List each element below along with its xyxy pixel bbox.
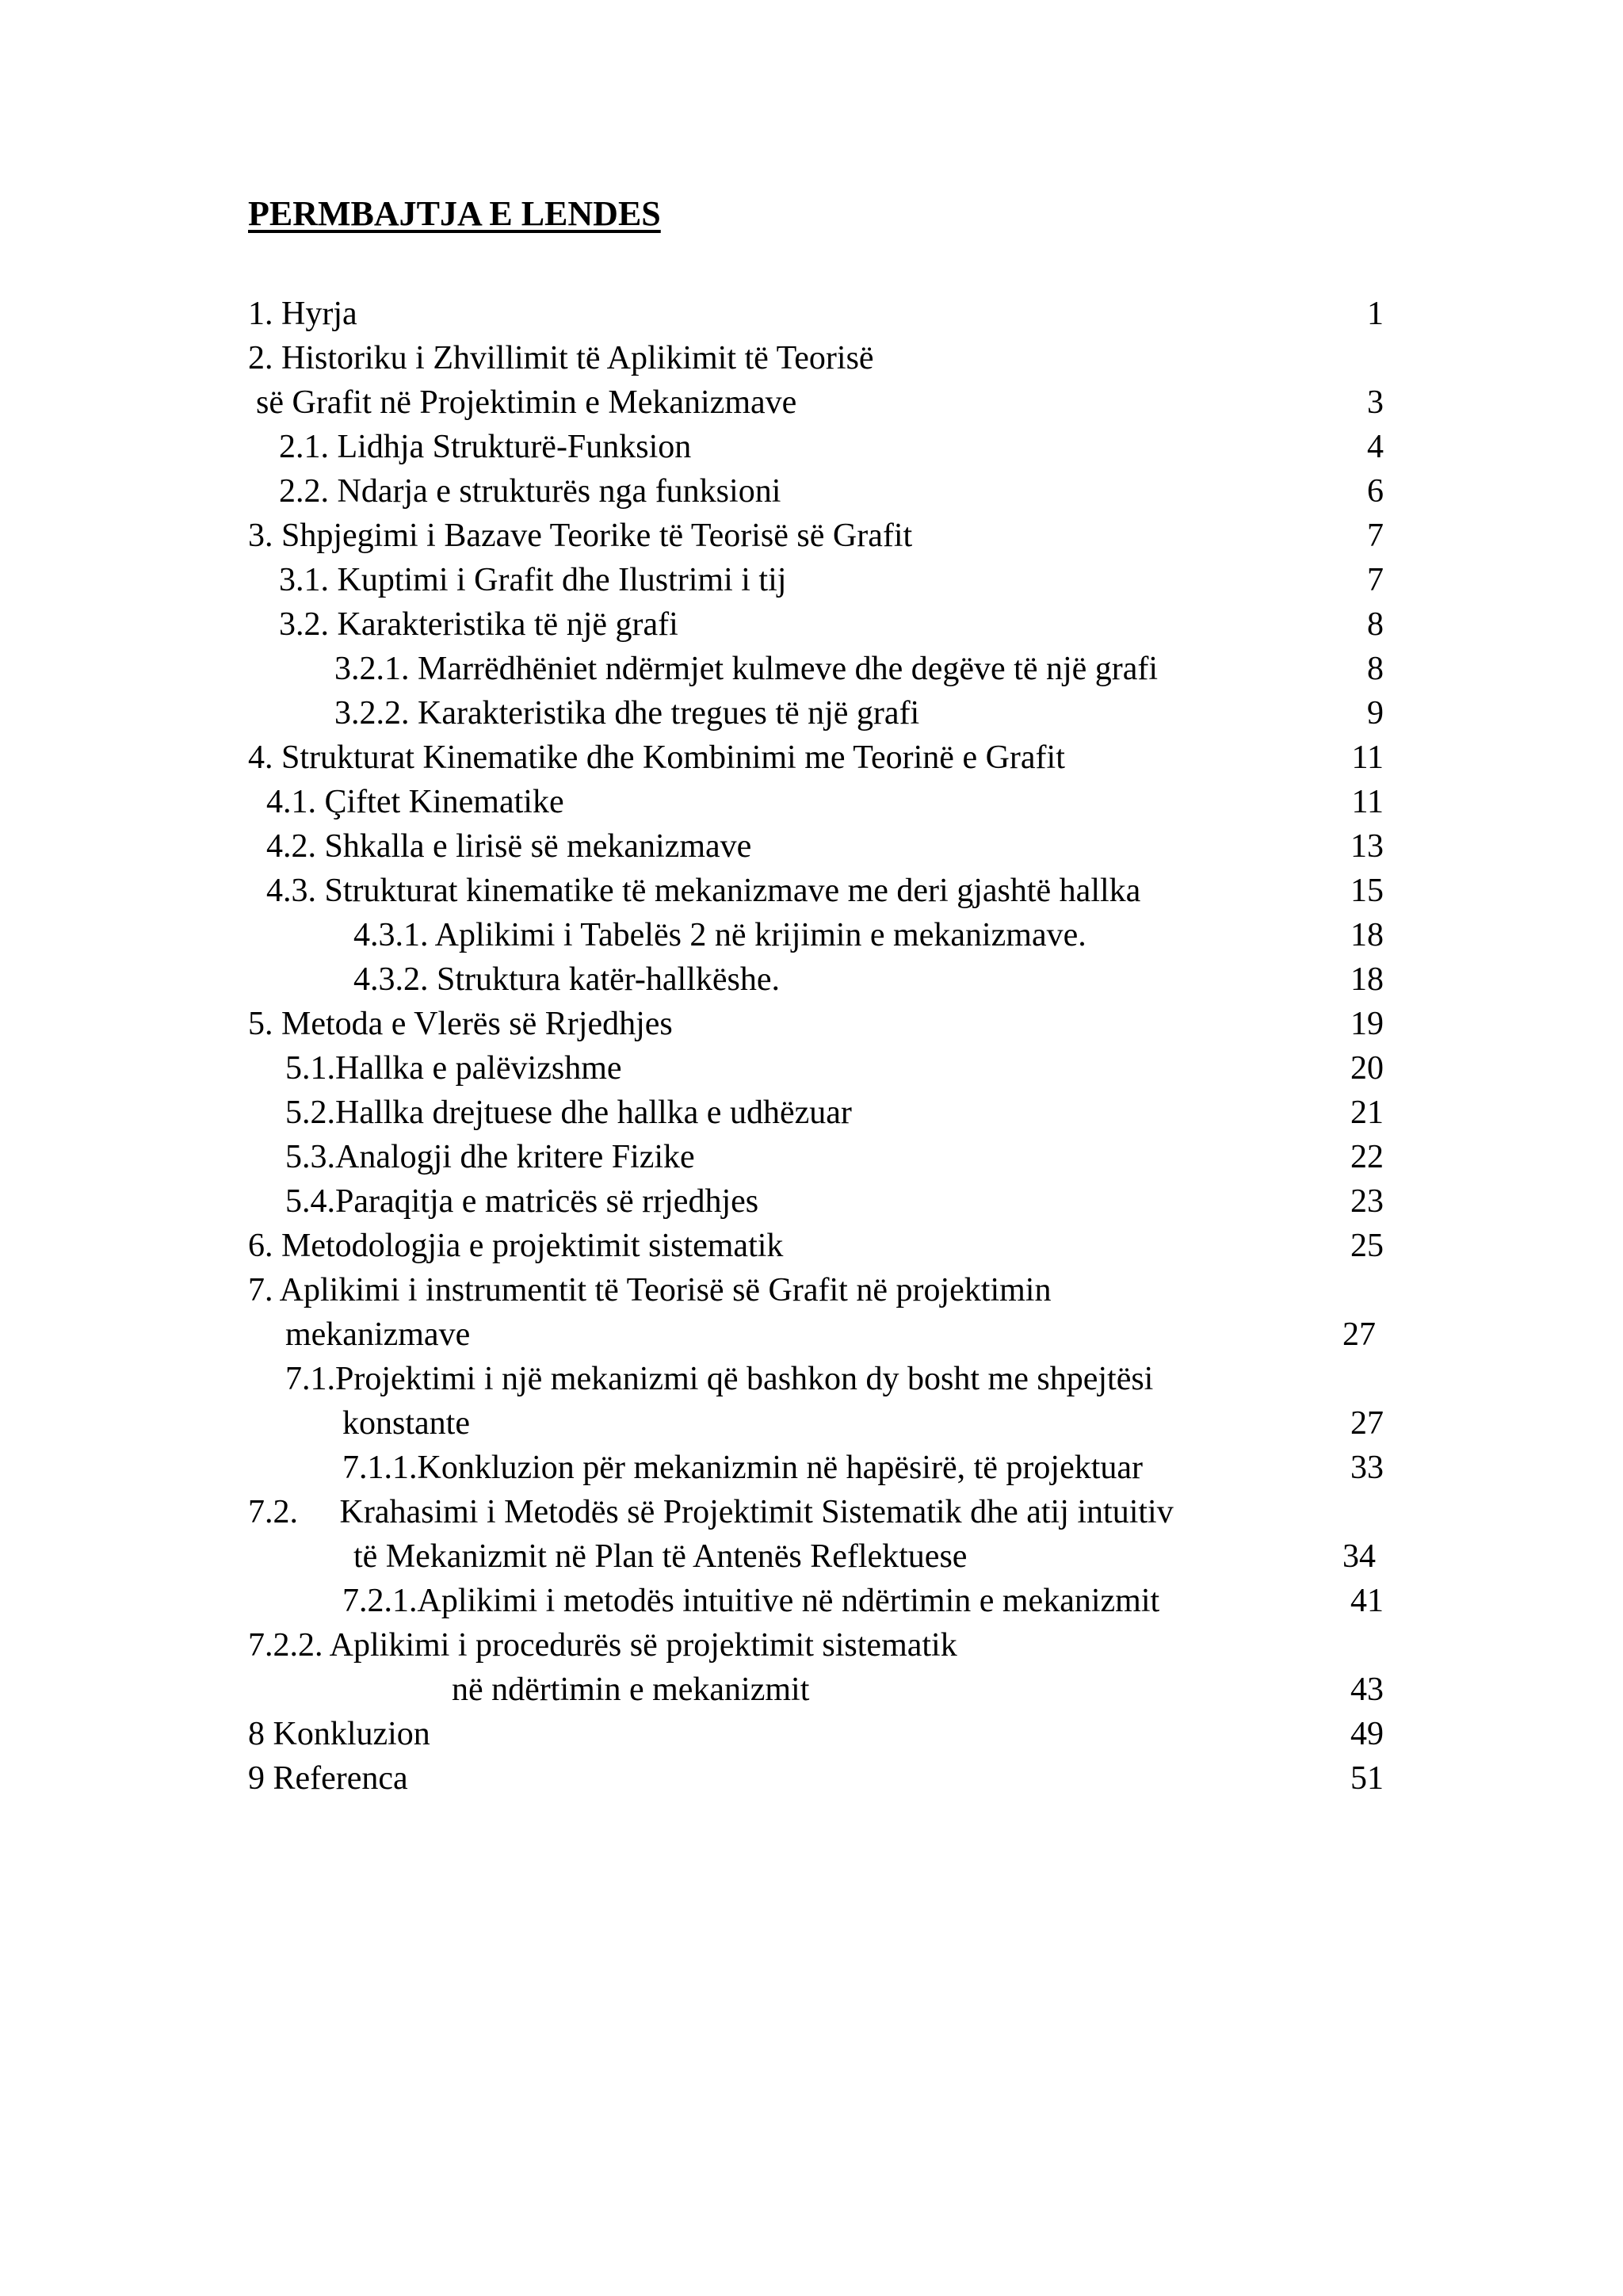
- toc-entry-page: 4: [1367, 429, 1384, 465]
- toc-entry: [0, 514, 1623, 558]
- toc-entry-text: 7.2. Krahasimi i Metodës së Projektimit Sistematik dhe atij intuitiv: [248, 1494, 1174, 1530]
- toc-entry-page: 51: [1350, 1760, 1384, 1797]
- toc-entry: [0, 1091, 1623, 1135]
- toc-entry: [0, 735, 1623, 780]
- toc-entry-text: 7. Aplikimi i instrumentit të Teorisë së Grafit në projektimin: [248, 1272, 1052, 1308]
- toc-entry-page: 43: [1350, 1671, 1384, 1708]
- toc-entry-text: 3. Shpjegimi i Bazave Teorike të Teorisë së Grafit: [248, 518, 913, 554]
- toc-entry-page: 11: [1351, 739, 1384, 776]
- toc-entry-page: 20: [1350, 1050, 1384, 1087]
- toc-entry-page: 41: [1350, 1583, 1384, 1619]
- toc-entry-page: 15: [1350, 873, 1384, 909]
- toc-entry-page: 34: [1342, 1538, 1376, 1575]
- toc-entry-text: 5.3.Analogji dhe kritere Fizike: [285, 1139, 695, 1175]
- toc-entry-page: 3: [1367, 384, 1384, 421]
- toc-entry-text: së Grafit në Projektimin e Mekanizmave: [256, 384, 797, 421]
- toc-entry: [0, 558, 1623, 602]
- toc-entry-page: 18: [1350, 917, 1384, 953]
- toc-entry-text: 2.1. Lidhja Strukturë-Funksion: [279, 429, 692, 465]
- toc-entry-text: 2.2. Ndarja e strukturës nga funksioni: [279, 473, 781, 510]
- toc-entry: [0, 1579, 1623, 1623]
- toc-entry-text: 9 Referenca: [248, 1760, 408, 1797]
- toc-entry-page: 7: [1367, 518, 1384, 554]
- toc-entry-page: 25: [1350, 1228, 1384, 1264]
- toc-entry-text: 5.4.Paraqitja e matricës së rrjedhjes: [285, 1183, 759, 1220]
- page-title: PERMBAJTJA E LENDES: [248, 194, 661, 233]
- toc-entry: [0, 1224, 1623, 1268]
- toc-entry-text: 6. Metodologjia e projektimit sistematik: [248, 1228, 784, 1264]
- toc-entry-text: 4.2. Shkalla e lirisë së mekanizmave: [266, 828, 752, 865]
- toc-entry-text: në ndërtimin e mekanizmit: [452, 1671, 810, 1708]
- toc-entry: [0, 336, 1623, 380]
- toc-entry-text: 5. Metoda e Vlerës së Rrjedhjes: [248, 1006, 673, 1042]
- toc-entry: [0, 1623, 1623, 1668]
- toc-entry-text: 7.2.2. Aplikimi i procedurës së projektimit sistematik: [248, 1627, 957, 1664]
- toc-entry-text: 8 Konkluzion: [248, 1716, 430, 1752]
- toc-entry: [0, 602, 1623, 647]
- toc-entry-text: 3.1. Kuptimi i Grafit dhe Ilustrimi i tij: [279, 562, 787, 598]
- toc-entry-page: 6: [1367, 473, 1384, 510]
- toc-entry-page: 27: [1350, 1405, 1384, 1442]
- toc-entry: [0, 1179, 1623, 1224]
- toc-entry-page: 21: [1350, 1095, 1384, 1131]
- toc-entry: [0, 1534, 1623, 1579]
- toc-entry-text: 3.2. Karakteristika të një grafi: [279, 606, 678, 643]
- toc-entry: [0, 469, 1623, 514]
- toc-entry: [0, 1712, 1623, 1756]
- toc-entry: [0, 292, 1623, 336]
- toc-entry: [0, 1312, 1623, 1357]
- toc-entry-text: 4.3.1. Aplikimi i Tabelës 2 në krijimin e mekanizmave.: [353, 917, 1086, 953]
- toc-entry-page: 18: [1350, 961, 1384, 998]
- toc-entry: [0, 1401, 1623, 1446]
- toc-entry-text: 7.2.1.Aplikimi i metodës intuitive në ndërtimin e mekanizmit: [342, 1583, 1160, 1619]
- toc-entry-text: 3.2.1. Marrëdhëniet ndërmjet kulmeve dhe degëve të një grafi: [334, 651, 1159, 687]
- toc-entry-page: 7: [1367, 562, 1384, 598]
- toc-entry: [0, 425, 1623, 469]
- toc-entry-text: 3.2.2. Karakteristika dhe tregues të një grafi: [334, 695, 920, 732]
- toc-entry-text: konstante: [342, 1405, 470, 1442]
- toc-entry: [0, 957, 1623, 1002]
- toc-entry-page: 19: [1350, 1006, 1384, 1042]
- toc-entry-page: 8: [1367, 651, 1384, 687]
- toc-entry: [0, 780, 1623, 824]
- toc-entry: [0, 1046, 1623, 1091]
- toc-entry-text: 4.3.2. Struktura katër-hallkëshe.: [353, 961, 781, 998]
- toc-entry: [0, 1756, 1623, 1801]
- toc-entry: [0, 1668, 1623, 1712]
- toc-entry: [0, 913, 1623, 957]
- toc-entry-text: 7.1.Projektimi i një mekanizmi që bashkon dy bosht me shpejtësi: [285, 1361, 1154, 1397]
- toc-entry-text: 4.3. Strukturat kinematike të mekanizmave me deri gjashtë hallka: [266, 873, 1141, 909]
- toc-entry: [0, 824, 1623, 869]
- toc-entry: [0, 1002, 1623, 1046]
- toc-entry: [0, 1446, 1623, 1490]
- toc-entry: [0, 647, 1623, 691]
- toc-entry-page: 22: [1350, 1139, 1384, 1175]
- toc-entry-page: 1: [1367, 296, 1384, 332]
- toc-entry: [0, 691, 1623, 735]
- toc-entry-page: 49: [1350, 1716, 1384, 1752]
- toc-entry-page: 8: [1367, 606, 1384, 643]
- toc-entry-text: 2. Historiku i Zhvillimit të Aplikimit të Teorisë: [248, 340, 874, 376]
- toc-entry-text: 1. Hyrja: [248, 296, 357, 332]
- toc-entry-text: 7.1.1.Konkluzion për mekanizmin në hapësirë, të projektuar: [342, 1450, 1144, 1486]
- toc-entry-page: 23: [1350, 1183, 1384, 1220]
- toc-entry-page: 9: [1367, 695, 1384, 732]
- toc-entry: [0, 869, 1623, 913]
- toc-entry: [0, 1135, 1623, 1179]
- toc-entry: [0, 380, 1623, 425]
- toc-entry-page: 13: [1350, 828, 1384, 865]
- toc-entry-text: mekanizmave: [285, 1316, 471, 1353]
- toc-entry-page: 27: [1342, 1316, 1376, 1353]
- toc-entry-text: të Mekanizmit në Plan të Antenës Reflektuese: [353, 1538, 968, 1575]
- toc-entry: [0, 1357, 1623, 1401]
- toc-entry-text: 5.1.Hallka e palëvizshme: [285, 1050, 622, 1087]
- toc-entry: [0, 1268, 1623, 1312]
- table-of-contents: [0, 292, 1623, 1801]
- toc-entry: [0, 1490, 1623, 1534]
- toc-entry-page: 11: [1351, 784, 1384, 820]
- toc-entry-page: 33: [1350, 1450, 1384, 1486]
- toc-entry-text: 4. Strukturat Kinematike dhe Kombinimi me Teorinë e Grafit: [248, 739, 1065, 776]
- toc-entry-text: 4.1. Çiftet Kinematike: [266, 784, 564, 820]
- toc-entry-text: 5.2.Hallka drejtuese dhe hallka e udhëzuar: [285, 1095, 852, 1131]
